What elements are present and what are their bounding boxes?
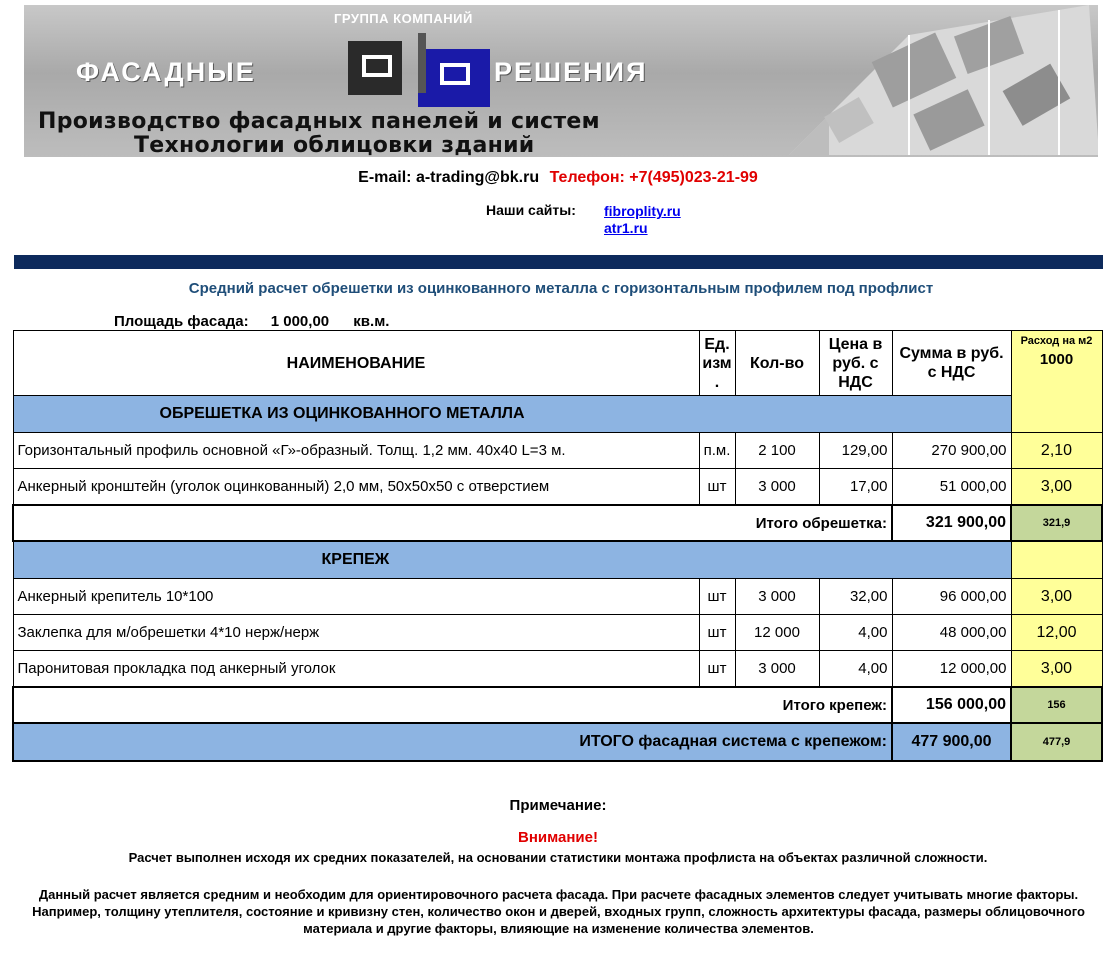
cell-rate: 3,00 bbox=[1011, 469, 1102, 506]
banner-word-right: РЕШЕНИЯ bbox=[494, 57, 648, 87]
col-header-rate bbox=[1011, 331, 1102, 433]
subtotal-rate: 156 bbox=[1011, 687, 1102, 723]
grand-total-row bbox=[13, 723, 1102, 761]
price-header-line3: НДС bbox=[838, 373, 873, 391]
grand-total-value: 477 900,00 bbox=[892, 723, 1011, 761]
contact-line bbox=[0, 169, 1116, 187]
company-banner bbox=[24, 5, 1098, 157]
cell-price: 32,00 bbox=[819, 579, 892, 615]
company-logo-icon bbox=[332, 29, 492, 109]
cell-rate: 3,00 bbox=[1011, 651, 1102, 688]
table-header-row bbox=[13, 331, 1102, 396]
cell-qty: 12 000 bbox=[735, 615, 819, 651]
email-text: E-mail: a-trading@bk.ru bbox=[358, 169, 540, 186]
unit-header-line1: Ед. bbox=[704, 335, 730, 353]
cell-qty: 2 100 bbox=[735, 433, 819, 469]
price-header-line2: руб. с bbox=[832, 354, 879, 372]
site-link-atr1[interactable]: atr1.ru bbox=[604, 220, 648, 236]
subtotal-label: Итого обрешетка: bbox=[13, 505, 892, 541]
section-title-sheathing: ОБРЕШЕТКА ИЗ ОЦИНКОВАННОГО МЕТАЛЛА bbox=[13, 396, 1011, 433]
banner-word-left: ФАСАДНЫЕ bbox=[76, 57, 256, 87]
cell-sum: 48 000,00 bbox=[892, 615, 1011, 651]
subtotal-value: 321 900,00 bbox=[892, 505, 1011, 541]
cell-unit: шт bbox=[699, 469, 735, 506]
col-header-name: НАИМЕНОВАНИЕ bbox=[13, 331, 699, 396]
subtotal-rate: 321,9 bbox=[1011, 505, 1102, 541]
col-header-sum bbox=[892, 331, 1011, 396]
col-header-price bbox=[819, 331, 892, 396]
subtotal-value: 156 000,00 bbox=[892, 687, 1011, 723]
cell-name: Горизонтальный профиль основной «Г»-образный. Толщ. 1,2 мм. 40х40 L=3 м. bbox=[13, 433, 699, 469]
cell-sum: 96 000,00 bbox=[892, 579, 1011, 615]
cell-qty: 3 000 bbox=[735, 469, 819, 506]
unit-header-line3: . bbox=[714, 373, 720, 391]
area-unit: кв.м. bbox=[353, 313, 390, 330]
cell-price: 17,00 bbox=[819, 469, 892, 506]
price-header-line1: Цена в bbox=[828, 335, 883, 353]
rate-header-value: 1000 bbox=[1039, 351, 1074, 368]
cell-unit: шт bbox=[699, 579, 735, 615]
section-rate-cell bbox=[1011, 541, 1102, 579]
area-value: 1 000,00 bbox=[270, 313, 330, 330]
sum-header-line1: Сумма в руб. bbox=[899, 345, 1004, 362]
cell-unit: шт bbox=[699, 651, 735, 688]
cell-name: Паронитовая прокладка под анкерный уголок bbox=[13, 651, 699, 688]
sum-header-line2: с НДС bbox=[927, 364, 976, 381]
site-link-fibroplity[interactable]: fibroplity.ru bbox=[604, 203, 681, 219]
cell-price: 4,00 bbox=[819, 615, 892, 651]
note-paragraph-2: Данный расчет является средним и необходим для ориентировочного расчета фасада. При расчете фасадных элементов следует учитывать многие факторы. Например, толщину утеплителя, состояние и кривизну стен, количество окон и дверей, входных групп, сложность архитектуры фасада, размеры облицовочного материала и другие факторы, влияющие на изменение количества элементов. bbox=[32, 887, 1085, 936]
col-header-qty: Кол-во bbox=[735, 331, 819, 396]
cell-rate: 3,00 bbox=[1011, 579, 1102, 615]
sites-label: Наши сайты: bbox=[486, 202, 576, 218]
subtotal-label: Итого крепеж: bbox=[13, 687, 892, 723]
rate-header-label: Расход на м2 bbox=[1020, 335, 1093, 347]
cell-sum: 12 000,00 bbox=[892, 651, 1011, 688]
cell-price: 129,00 bbox=[819, 433, 892, 469]
header-divider-bar bbox=[14, 255, 1103, 269]
col-header-unit bbox=[699, 331, 735, 396]
estimate-table bbox=[12, 330, 1103, 762]
cell-unit: шт bbox=[699, 615, 735, 651]
cell-price: 4,00 bbox=[819, 651, 892, 688]
cell-unit: п.м. bbox=[699, 433, 735, 469]
grand-total-rate: 477,9 bbox=[1011, 723, 1102, 761]
facade-area-line bbox=[114, 313, 389, 330]
cell-qty: 3 000 bbox=[735, 579, 819, 615]
grand-total-label: ИТОГО фасадная система с крепежом: bbox=[13, 723, 892, 761]
banner-tagline-1: Производство фасадных панелей и систем bbox=[38, 109, 600, 134]
table-row bbox=[13, 651, 1102, 688]
unit-header-line2: изм bbox=[702, 354, 732, 372]
cell-name: Анкерный крепитель 10*100 bbox=[13, 579, 699, 615]
area-label: Площадь фасада: bbox=[114, 313, 249, 330]
table-row bbox=[13, 433, 1102, 469]
cell-name: Анкерный кронштейн (уголок оцинкованный) 2,0 мм, 50х50х50 с отверстием bbox=[13, 469, 699, 506]
table-row bbox=[13, 615, 1102, 651]
table-row bbox=[13, 469, 1102, 506]
attention-label: Внимание! bbox=[518, 829, 598, 846]
note-title: Примечание: bbox=[509, 797, 607, 814]
cell-qty: 3 000 bbox=[735, 651, 819, 688]
cell-rate: 2,10 bbox=[1011, 433, 1102, 469]
cell-rate: 12,00 bbox=[1011, 615, 1102, 651]
banner-group-label: ГРУППА КОМПАНИЙ bbox=[334, 11, 473, 26]
table-row bbox=[13, 579, 1102, 615]
section-title-fasteners: КРЕПЕЖ bbox=[13, 541, 1011, 579]
subtotal-row-sheathing bbox=[13, 505, 1102, 541]
building-facade-icon bbox=[759, 5, 1098, 157]
phone-text: Телефон: +7(495)023-21-99 bbox=[549, 169, 758, 186]
note-paragraph-1: Расчет выполнен исходя их средних показателей, на основании статистики монтажа профлиста на объектах различной сложности. bbox=[128, 850, 988, 865]
section-row-fasteners bbox=[13, 541, 1102, 579]
cell-sum: 270 900,00 bbox=[892, 433, 1011, 469]
subtotal-row-fasteners bbox=[13, 687, 1102, 723]
banner-tagline-2: Технологии облицовки зданий bbox=[134, 133, 535, 157]
calculation-title: Средний расчет обрешетки из оцинкованного металла с горизонтальным профилем под профлист bbox=[188, 280, 934, 297]
section-row-sheathing bbox=[13, 396, 1102, 433]
cell-sum: 51 000,00 bbox=[892, 469, 1011, 506]
cell-name: Заклепка для м/обрешетки 4*10 нерж/нерж bbox=[13, 615, 699, 651]
